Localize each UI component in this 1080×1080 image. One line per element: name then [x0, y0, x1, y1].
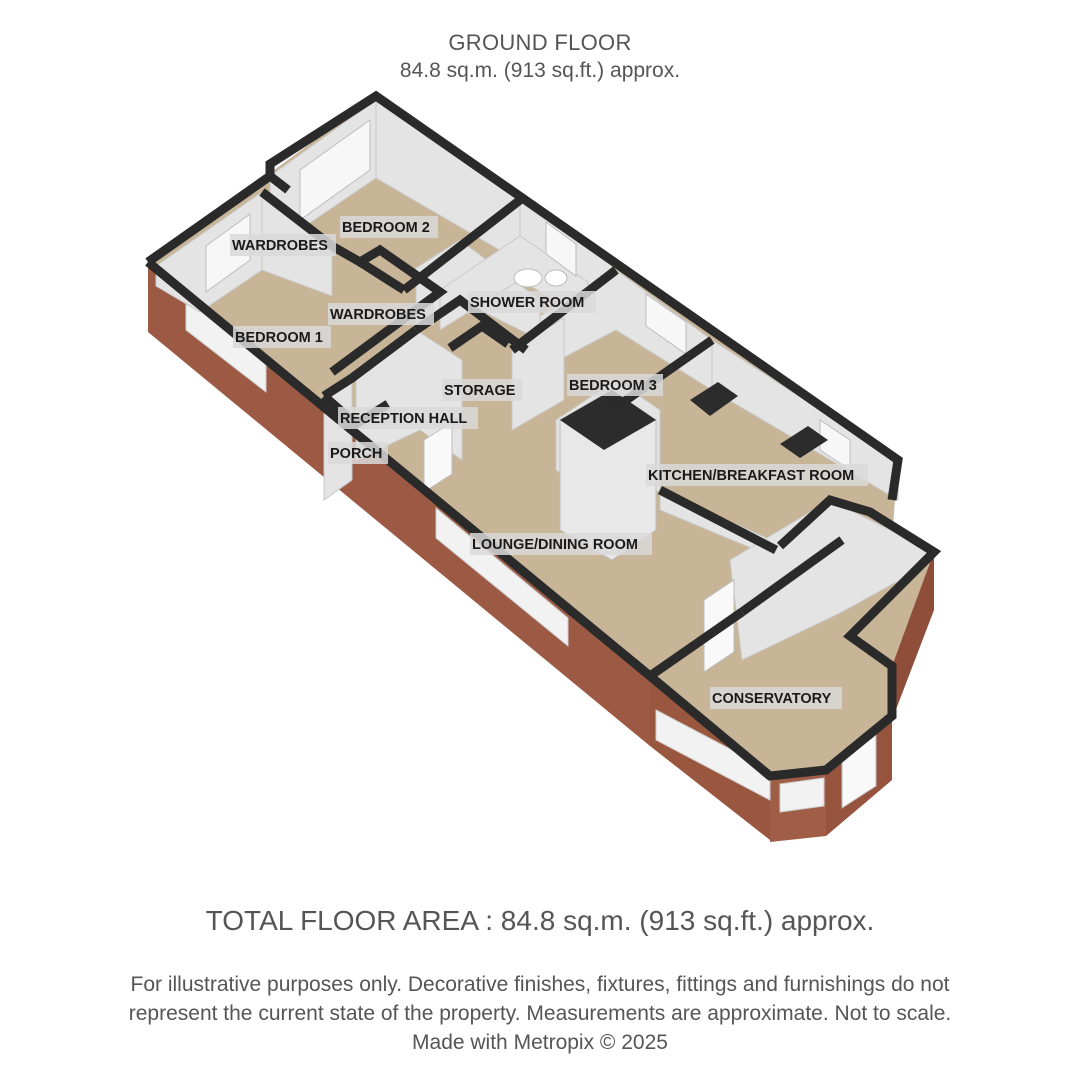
disclaimer: [60, 970, 1020, 1057]
label-shower-room: SHOWER ROOM: [470, 295, 585, 311]
label-bedroom-3: BEDROOM 3: [569, 378, 657, 394]
label-kitchen-breakfast-room: KITCHEN/BREAKFAST ROOM: [648, 468, 855, 484]
label-bedroom-2: BEDROOM 2: [342, 220, 430, 236]
floor-area-subtitle: 84.8 sq.m. (913 sq.ft.) approx.: [399, 59, 681, 82]
floor-title: GROUND FLOOR: [448, 30, 632, 55]
label-bedroom-1: BEDROOM 1: [235, 330, 323, 346]
label-porch: PORCH: [330, 446, 383, 462]
disclaimer-line-1: For illustrative purposes only. Decorative finishes, fixtures, fittings and furnishings do not: [130, 973, 950, 996]
label-reception-hall: RECEPTION HALL: [340, 411, 468, 427]
label-storage: STORAGE: [444, 383, 516, 399]
metropix-credit: Made with Metropix © 2025: [412, 1031, 668, 1054]
label-wardrobes-2: WARDROBES: [330, 307, 426, 323]
total-floor-area: TOTAL FLOOR AREA : 84.8 sq.m. (913 sq.ft.) approx.: [205, 905, 875, 936]
label-wardrobes-1: WARDROBES: [232, 238, 328, 254]
label-conservatory: CONSERVATORY: [712, 691, 832, 707]
disclaimer-line-2: represent the current state of the property. Measurements are approximate. Not to scale.: [128, 1002, 952, 1025]
toilet-icon: [514, 269, 542, 287]
conservatory-window-bay: [780, 778, 824, 812]
basin-icon: [545, 270, 567, 286]
label-lounge-dining-room: LOUNGE/DINING ROOM: [472, 537, 638, 553]
